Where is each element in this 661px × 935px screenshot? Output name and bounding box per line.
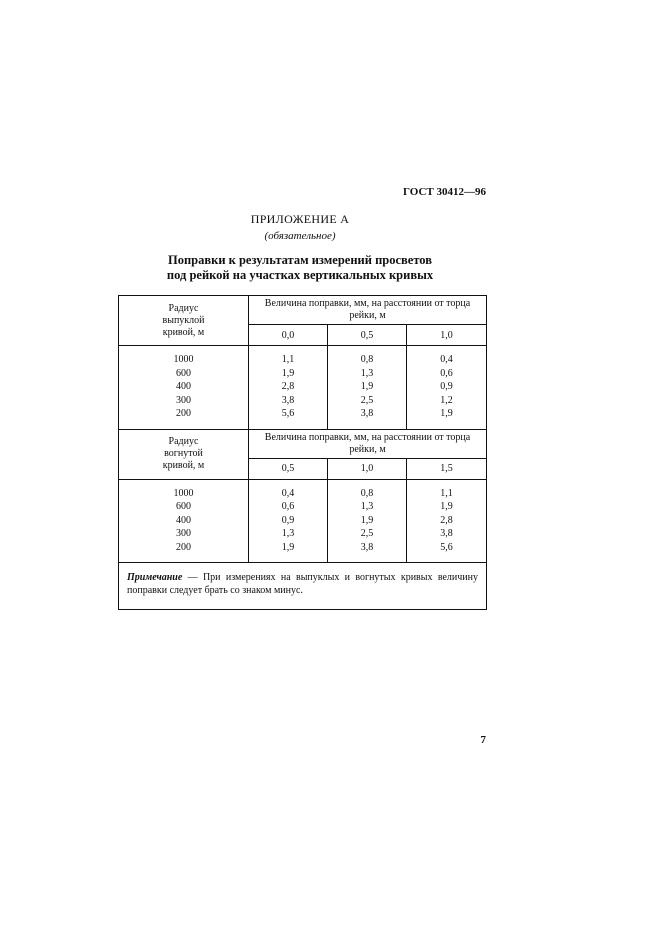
concave-radius-column bbox=[119, 479, 249, 563]
convex-value: 5,6 bbox=[281, 408, 295, 419]
concave-radius-header-line: вогнутой bbox=[164, 448, 203, 459]
convex-value: 1,9 bbox=[281, 367, 295, 379]
concave-value: 2,8 bbox=[440, 514, 453, 526]
convex-value-column bbox=[328, 346, 407, 430]
note-text: — При измерениях на выпуклых и вогнутых кривых величину поправки следует брать со знаком минус. bbox=[127, 572, 478, 596]
concave-value-column bbox=[249, 479, 328, 563]
convex-value: 1,1 bbox=[281, 354, 295, 365]
convex-value: 2,8 bbox=[281, 381, 295, 392]
convex-radius-column bbox=[119, 346, 249, 430]
convex-correction-header bbox=[249, 296, 487, 325]
convex-value: 1,2 bbox=[440, 394, 453, 406]
convex-correction-header-line: рейки, м bbox=[349, 310, 386, 321]
convex-header-row bbox=[119, 296, 487, 325]
convex-value-column bbox=[407, 346, 487, 430]
concave-value: 1,1 bbox=[440, 487, 453, 499]
convex-radius-header-line: выпуклой bbox=[162, 314, 205, 326]
concave-radius-value: 1000 bbox=[173, 487, 194, 499]
convex-value: 0,4 bbox=[440, 354, 453, 365]
note-label: Примечание bbox=[127, 572, 183, 583]
convex-radius-value: 300 bbox=[176, 394, 191, 406]
concave-value: 3,8 bbox=[440, 528, 453, 539]
concave-radius-value: 400 bbox=[176, 514, 191, 526]
convex-value: 2,5 bbox=[360, 394, 374, 406]
note-row bbox=[119, 563, 487, 610]
convex-value: 1,3 bbox=[360, 367, 374, 379]
convex-value-column bbox=[249, 346, 328, 430]
convex-radius-value: 200 bbox=[176, 408, 191, 419]
document-title bbox=[150, 253, 450, 283]
convex-value: 0,8 bbox=[360, 354, 374, 365]
concave-radius-value: 300 bbox=[176, 528, 191, 539]
convex-value: 1,9 bbox=[360, 381, 374, 392]
convex-value: 0,9 bbox=[440, 381, 453, 392]
convex-value: 1,9 bbox=[440, 408, 453, 419]
convex-distance-cell: 0,0 bbox=[249, 325, 328, 346]
concave-distance-cell: 1,5 bbox=[407, 458, 487, 479]
convex-distance-cell: 0,5 bbox=[328, 325, 407, 346]
concave-value: 1,9 bbox=[360, 514, 374, 526]
convex-values-row bbox=[119, 346, 487, 430]
convex-radius-header-line: Радиус bbox=[168, 302, 199, 314]
convex-radius-header-line: кривой, м bbox=[162, 326, 205, 338]
note-cell bbox=[119, 563, 487, 610]
concave-value-column bbox=[328, 479, 407, 563]
convex-value: 3,8 bbox=[281, 394, 295, 406]
concave-value: 1,9 bbox=[440, 501, 453, 512]
concave-value: 1,9 bbox=[281, 541, 295, 553]
concave-value: 2,5 bbox=[360, 528, 374, 539]
concave-values-row bbox=[119, 479, 487, 563]
convex-radius-value: 400 bbox=[176, 381, 191, 392]
concave-value: 0,9 bbox=[281, 514, 295, 526]
concave-correction-header-line: рейки, м bbox=[349, 443, 386, 455]
concave-value: 0,6 bbox=[281, 501, 295, 512]
convex-radius-value: 1000 bbox=[173, 354, 194, 365]
concave-radius-value: 600 bbox=[176, 501, 191, 512]
convex-distance-cell: 1,0 bbox=[407, 325, 487, 346]
convex-radius-value: 600 bbox=[176, 367, 191, 379]
appendix-title: ПРИЛОЖЕНИЕ А bbox=[250, 212, 350, 226]
convex-radius-header bbox=[119, 296, 249, 346]
corrections-table bbox=[118, 295, 487, 610]
convex-value: 0,6 bbox=[440, 367, 453, 379]
concave-value: 3,8 bbox=[360, 541, 374, 553]
title-line-1: Поправки к результатам измерений просветов bbox=[168, 253, 432, 267]
concave-value: 1,3 bbox=[281, 528, 295, 539]
concave-radius-header bbox=[119, 429, 249, 479]
concave-value: 1,3 bbox=[360, 501, 374, 512]
convex-correction-header-line: Величина поправки, мм, на расстоянии от торца bbox=[264, 298, 471, 309]
concave-value: 0,4 bbox=[281, 487, 295, 499]
concave-value: 0,8 bbox=[360, 487, 374, 499]
concave-radius-header-line: кривой, м bbox=[162, 460, 205, 471]
standard-number: ГОСТ 30412—96 bbox=[403, 186, 486, 198]
concave-value-column bbox=[407, 479, 487, 563]
concave-value: 5,6 bbox=[440, 541, 453, 553]
concave-distance-cell: 1,0 bbox=[328, 458, 407, 479]
title-line-2: под рейкой на участках вертикальных кривых bbox=[166, 268, 434, 282]
concave-distance-cell: 0,5 bbox=[249, 458, 328, 479]
concave-radius-header-line: Радиус bbox=[168, 436, 199, 447]
appendix-status: (обязательное) bbox=[264, 230, 336, 242]
concave-header-row bbox=[119, 429, 487, 458]
page-number: 7 bbox=[480, 734, 486, 746]
convex-value: 3,8 bbox=[360, 408, 374, 419]
concave-correction-header-line: Величина поправки, мм, на расстоянии от торца bbox=[264, 431, 471, 443]
concave-radius-value: 200 bbox=[176, 541, 191, 553]
concave-correction-header bbox=[249, 429, 487, 458]
